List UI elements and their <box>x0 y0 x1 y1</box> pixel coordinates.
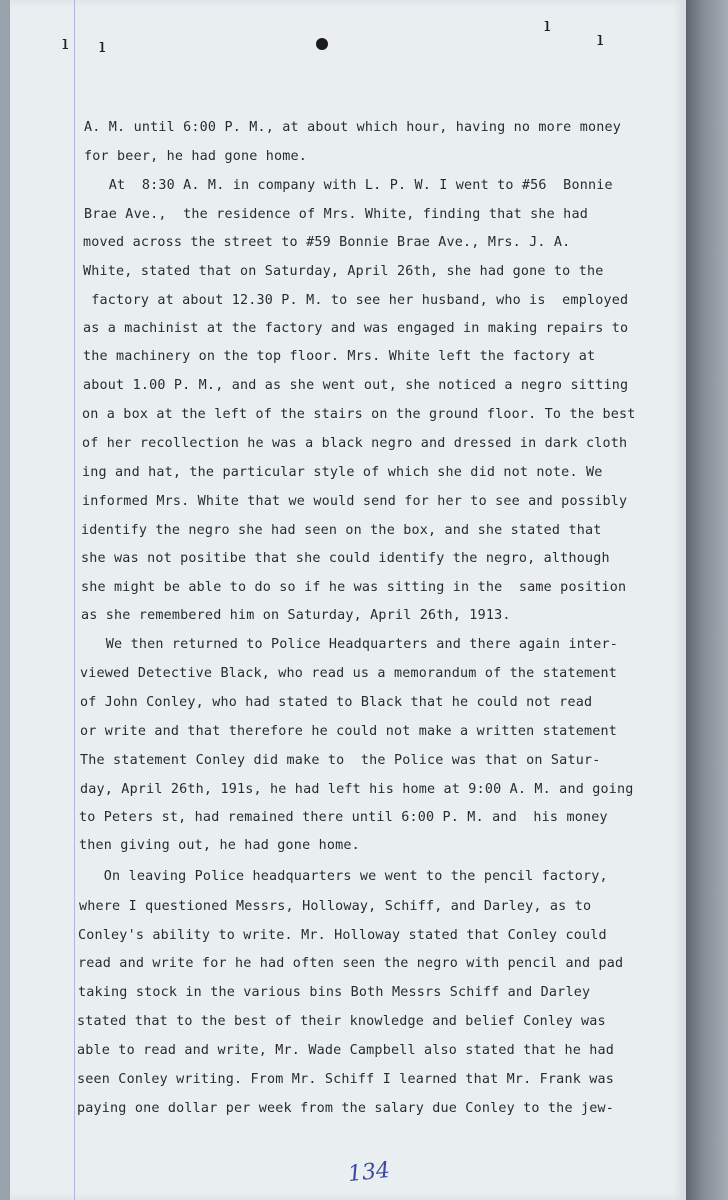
text-line: she was not positibe that she could identify the negro, although <box>81 551 610 566</box>
text-line: the machinery on the top floor. Mrs. White left the factory at <box>83 349 596 364</box>
text-line: On leaving Police headquarters we went to the pencil factory, <box>79 869 608 884</box>
text-line: stated that to the best of their knowledge and belief Conley was <box>77 1014 606 1029</box>
text-line: factory at about 12.30 P. M. to see her husband, who is employed <box>83 293 629 308</box>
text-line: of her recollection he was a black negro and dressed in dark cloth <box>82 436 628 451</box>
text-line: about 1.00 P. M., and as she went out, she noticed a negro sitting <box>83 378 629 393</box>
text-line: or write and that therefore he could not make a written statement <box>80 724 618 739</box>
mark-right-1: ı <box>544 12 551 36</box>
text-line: Brae Ave., the residence of Mrs. White, finding that she had <box>84 207 588 222</box>
text-line: We then returned to Police Headquarters and there again inter- <box>81 637 619 652</box>
mark-right-2: ı <box>597 26 604 50</box>
text-line: taking stock in the various bins Both Messrs Schiff and Darley <box>78 985 591 1000</box>
margin-rule <box>74 0 75 1200</box>
handwritten-page-number: 134 <box>346 1157 392 1188</box>
text-line: able to read and write, Mr. Wade Campbell also stated that he had <box>77 1043 615 1058</box>
background-edge <box>686 0 728 1200</box>
text-line: for beer, he had gone home. <box>84 149 308 164</box>
text-line: viewed Detective Black, who read us a memorandum of the statement <box>80 666 618 681</box>
mark-left-1: ı <box>62 30 69 54</box>
text-line: read and write for he had often seen the negro with pencil and pad <box>78 956 624 971</box>
mark-left-2: ı <box>99 33 106 57</box>
text-line: seen Conley writing. From Mr. Schiff I learned that Mr. Frank was <box>77 1072 615 1087</box>
text-line: paying one dollar per week from the salary due Conley to the jew- <box>77 1101 615 1116</box>
text-line: A. M. until 6:00 P. M., at about which hour, having no more money <box>84 120 622 135</box>
text-line: to Peters st, had remained there until 6:00 P. M. and his money <box>79 810 608 825</box>
text-line: as she remembered him on Saturday, April 26th, 1913. <box>81 608 511 623</box>
text-line: on a box at the left of the stairs on the ground floor. To the best <box>82 407 636 422</box>
text-line: as a machinist at the factory and was engaged in making repairs to <box>83 321 629 336</box>
text-line: then giving out, he had gone home. <box>79 838 360 853</box>
text-line: of John Conley, who had stated to Black that he could not read <box>80 695 593 710</box>
text-line: where I questioned Messrs, Holloway, Schiff, and Darley, as to <box>79 899 592 914</box>
text-line: White, stated that on Saturday, April 26th, she had gone to the <box>83 264 604 279</box>
text-line: she might be able to do so if he was sitting in the same position <box>81 580 627 595</box>
punch-hole <box>316 38 328 50</box>
text-line: identify the negro she had seen on the box, and she stated that <box>81 523 602 538</box>
text-line: day, April 26th, 191s, he had left his home at 9:00 A. M. and going <box>80 782 634 797</box>
text-line: informed Mrs. White that we would send for her to see and possibly <box>82 494 628 509</box>
text-line: moved across the street to #59 Bonnie Brae Ave., Mrs. J. A. <box>83 235 571 250</box>
text-line: Conley's ability to write. Mr. Holloway stated that Conley could <box>78 928 607 943</box>
text-line: ing and hat, the particular style of which she did not note. We <box>82 465 603 480</box>
text-line: At 8:30 A. M. in company with L. P. W. I went to #56 Bonnie <box>84 178 613 193</box>
text-line: The statement Conley did make to the Police was that on Satur- <box>80 753 601 768</box>
